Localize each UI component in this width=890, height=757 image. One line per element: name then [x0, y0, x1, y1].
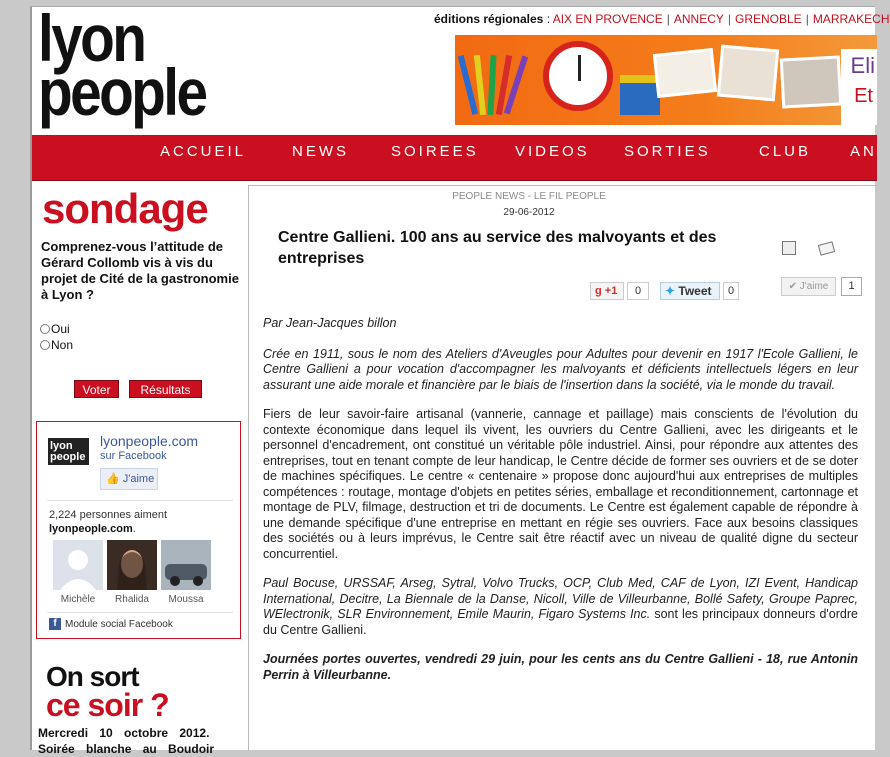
- poll-widget: [36, 185, 244, 397]
- region-link-marrakech[interactable]: MARRAKECH: [812, 12, 890, 26]
- facebook-sub-link[interactable]: sur Facebook: [100, 450, 167, 462]
- poll-option-oui[interactable]: Oui: [40, 321, 244, 337]
- region-link-aix[interactable]: AIX EN PROVENCE: [552, 12, 663, 26]
- facebook-like-box: [36, 421, 241, 639]
- article-open-days: Journées portes ouvertes, vendredi 29 juin, pour les cents ans du Centre Gallieni - 18, rue Antonin Perrin à Villeurbanne.: [263, 652, 858, 682]
- thumbs-up-icon: 👍: [106, 473, 120, 485]
- avatar[interactable]: [161, 540, 211, 590]
- tonight-event[interactable]: Mercredi 10 octobre 2012. Soirée blanche au Boudoir: [38, 726, 215, 756]
- alarm-clock-icon: [543, 41, 613, 111]
- twitter-bird-icon: ✦: [665, 284, 676, 298]
- results-button[interactable]: Résultats: [129, 380, 202, 398]
- avatar[interactable]: [53, 540, 103, 590]
- print-icon[interactable]: [782, 241, 796, 255]
- photo-card: [717, 45, 779, 102]
- region-link-annecy[interactable]: ANNECY: [673, 12, 724, 26]
- banner-text: Eli: [850, 53, 875, 78]
- nav-item-an[interactable]: AN: [850, 143, 877, 160]
- regional-editions: éditions régionales : AIX EN PROVENCE | ANNECY | GRENOBLE | MARRAKECH: [434, 12, 890, 26]
- nav-item-soirees[interactable]: SOIREES: [391, 143, 479, 160]
- ad-banner[interactable]: [455, 35, 877, 125]
- tonight-widget[interactable]: On sort ce soir ?: [46, 661, 169, 723]
- tweet-button[interactable]: ✦ Tweet: [660, 282, 720, 300]
- banner-text: Et: [854, 85, 873, 107]
- vote-button[interactable]: Voter: [74, 380, 119, 398]
- region-link-grenoble[interactable]: GRENOBLE: [735, 12, 802, 26]
- nav-item-accueil[interactable]: ACCUEIL: [160, 143, 247, 160]
- email-icon[interactable]: [818, 241, 835, 256]
- article-category[interactable]: PEOPLE NEWS - LE FIL PEOPLE: [452, 191, 606, 202]
- facebook-page-name[interactable]: lyonpeople.com: [49, 523, 133, 535]
- article-author: Par Jean-Jacques billon: [263, 316, 397, 330]
- nav-item-videos[interactable]: VIDEOS: [515, 143, 590, 160]
- google-plus-count: 0: [627, 282, 649, 300]
- site-logo[interactable]: lyon people: [38, 1, 206, 129]
- fan-name[interactable]: Moussa: [168, 594, 204, 605]
- facebook-module-footer[interactable]: f Module social Facebook: [49, 618, 173, 630]
- facebook-like-button[interactable]: 👍 J'aime: [100, 468, 158, 490]
- article-date: 29-06-2012: [503, 207, 555, 218]
- photo-card: [780, 55, 843, 108]
- fan-name[interactable]: Michèle: [60, 594, 96, 605]
- nav-item-sorties[interactable]: SORTIES: [624, 143, 711, 160]
- article-title: Centre Gallieni. 100 ans au service des malvoyants et des entreprises: [278, 229, 717, 267]
- page-frame: [30, 1, 890, 756]
- check-icon: ✔: [788, 281, 797, 292]
- article-paragraph: Fiers de leur savoir-faire artisanal (vannerie, cannage et paillage) mais conscients de l'évolution du contexte économique dans lequel ils vivent, les ouvriers du Centre Gallieni, avec les dirigeants et le personnel d'encadrement, ont constitué un véritable pôle industriel. Ainsi, pour répondre aux attentes des entreprises, tout en tenant compte de leur handicap, le Centre décide de former ses ouvriers et de se doter de machines spécifiques. Le centre « centenaire » propose donc aujourd'hui aux entreprises de multiples compétences : routage, montage d'objets en petites séries, emballage et reconditionnement, cartonnage et montage de PLV, filmage, destruction et tri de documents. Le Centre est également capable de répondre à une demande spécifique d'une entreprise en mettant en régie ses ouvriers. Face aux besoins classiques des sociétés ou à leurs imprévus, le Centre sait être réactif avec un niveau de qualité digne du secteur concurrentiel.: [263, 407, 858, 561]
- google-plus-icon: g: [595, 285, 602, 297]
- article: [248, 185, 877, 751]
- photo-card: [653, 48, 717, 98]
- poll-heading: sondage: [42, 185, 208, 232]
- article-paragraph: Paul Bocuse, URSSAF, Arseg, Sytral, Volvo Trucks, OCP, Club Med, CAF de Lyon, IZI Event, Handicap International, Decitre, La Biennale de la Danse, Nicoll, Ville de Villeurbanne, Bollé Safety, Groupe Paprec, WElectronik, SLR Environnement, Emile Maurin, Figaro Systems Inc. sont les principaux donneurs d'ordre du Centre Gallieni.: [263, 576, 858, 637]
- main-nav: [32, 135, 877, 181]
- nav-item-news[interactable]: NEWS: [292, 143, 349, 160]
- radio-button[interactable]: [40, 324, 50, 334]
- regions-label: éditions régionales: [434, 12, 544, 26]
- nav-item-club[interactable]: CLUB: [759, 143, 812, 160]
- tweet-count: 0: [723, 282, 739, 300]
- facebook-icon: f: [49, 618, 61, 630]
- facebook-like-count: 1: [841, 277, 862, 296]
- fan-name[interactable]: Rhalida: [115, 594, 149, 605]
- poll-option-non[interactable]: Non: [40, 337, 244, 353]
- google-plus-button[interactable]: g +1: [590, 282, 624, 300]
- article-body: [263, 316, 858, 697]
- facebook-like-button[interactable]: ✔ J'aime: [781, 277, 836, 296]
- poll-question: Comprenez-vous l’attitude de Gérard Collomb vis à vis du projet de Cité de la gastronomie à Lyon ?: [41, 239, 239, 302]
- facebook-fan-count: 2,224 personnes aiment lyonpeople.com.: [49, 509, 168, 535]
- page-logo[interactable]: lyon people: [48, 438, 89, 465]
- avatar[interactable]: [107, 540, 157, 590]
- facebook-page-link[interactable]: lyonpeople.com: [100, 433, 199, 449]
- books-graphic: [620, 75, 660, 115]
- radio-button[interactable]: [40, 340, 50, 350]
- article-intro: Crée en 1911, sous le nom des Ateliers d'Aveugles pour Adultes pour devenir en 1917 l'Ecole Gallieni, le Centre Gallieni a pour vocation d'accompagner les malvoyants et déficients intellectuels légers en leur assurant une aide morale et financière par le biais de l'insertion dans la société, via le monde du travail.: [263, 346, 858, 392]
- pencils-graphic: [465, 45, 525, 115]
